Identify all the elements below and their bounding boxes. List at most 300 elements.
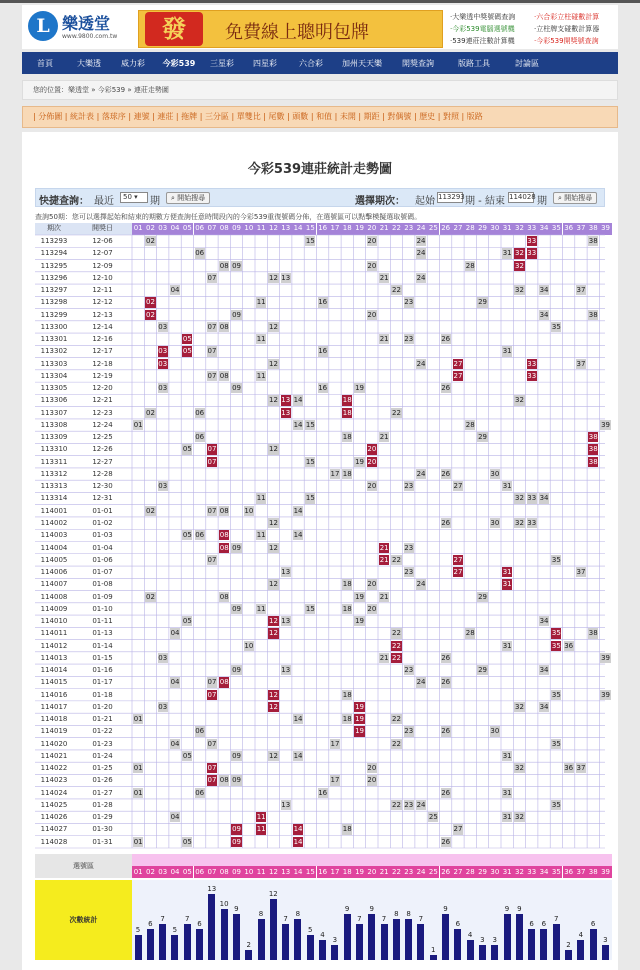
sub-nav-item[interactable]: 版路 bbox=[466, 112, 483, 121]
number-cell: 16 bbox=[318, 347, 328, 356]
repeat-number-cell: 08 bbox=[219, 543, 229, 552]
count-label: 10 bbox=[219, 900, 229, 908]
number-cell: 12 bbox=[268, 273, 278, 282]
repeat-number-cell: 27 bbox=[453, 568, 463, 577]
count-label: 1 bbox=[430, 945, 436, 954]
repeat-number-cell: 03 bbox=[158, 359, 168, 368]
number-cell: 14 bbox=[293, 396, 303, 405]
count-label: 9 bbox=[517, 905, 522, 914]
number-cell: 34 bbox=[539, 702, 549, 711]
row-date: 01-31 bbox=[92, 837, 113, 846]
separator: | bbox=[332, 112, 340, 121]
number-cell: 30 bbox=[490, 518, 500, 527]
col-header-number: 10 bbox=[243, 223, 255, 235]
number-cell: 09 bbox=[232, 666, 241, 675]
header-link[interactable]: ‧今彩539開獎號查詢 bbox=[534, 37, 599, 45]
count-label: 3 bbox=[332, 935, 338, 944]
nav-item[interactable]: 討論區 bbox=[515, 58, 539, 68]
separator: | bbox=[435, 112, 443, 121]
pick-number-button[interactable]: 05 bbox=[182, 868, 192, 876]
count-label: 5 bbox=[135, 925, 141, 934]
row-period: 113302 bbox=[40, 347, 68, 356]
number-cell: 32 bbox=[514, 518, 524, 527]
count-bar bbox=[221, 909, 228, 960]
row-period: 114002 bbox=[40, 518, 68, 527]
separator: | bbox=[33, 112, 39, 121]
number-cell: 23 bbox=[404, 335, 414, 344]
row-period: 113306 bbox=[40, 396, 68, 405]
col-header-number: 30 bbox=[489, 223, 501, 235]
number-cell: 12 bbox=[268, 445, 278, 454]
pick-number-button[interactable]: 19 bbox=[355, 868, 364, 876]
number-cell: 36 bbox=[564, 641, 574, 650]
pick-number-button[interactable]: 25 bbox=[428, 868, 438, 876]
row-date: 12-11 bbox=[92, 286, 113, 295]
pick-number-button[interactable]: 27 bbox=[453, 868, 463, 876]
number-cell: 31 bbox=[502, 641, 512, 650]
number-cell: 21 bbox=[379, 335, 389, 344]
number-cell: 22 bbox=[391, 555, 401, 564]
count-bar bbox=[540, 929, 547, 960]
number-cell: 03 bbox=[158, 482, 168, 491]
number-cell: 26 bbox=[441, 518, 451, 527]
header-link[interactable]: ‧今彩539電腦選號機 bbox=[450, 25, 515, 33]
repeat-number-cell: 27 bbox=[453, 359, 463, 368]
number-cell: 24 bbox=[416, 273, 426, 282]
number-cell: 09 bbox=[232, 310, 241, 319]
number-cell: 09 bbox=[232, 776, 241, 785]
number-cell: 15 bbox=[305, 494, 315, 503]
number-cell: 02 bbox=[145, 408, 155, 417]
repeat-number-cell: 13 bbox=[281, 396, 291, 405]
nav-item[interactable]: 首頁 bbox=[37, 58, 53, 68]
pick-number-button[interactable]: 30 bbox=[490, 868, 500, 876]
number-cell: 14 bbox=[293, 506, 303, 515]
row-date: 01-07 bbox=[92, 568, 113, 577]
number-cell: 20 bbox=[367, 764, 377, 773]
nav-item[interactable]: 六合彩 bbox=[299, 58, 323, 68]
count-label: 7 bbox=[381, 915, 387, 924]
row-period: 114005 bbox=[40, 555, 68, 564]
number-cell: 23 bbox=[404, 298, 414, 307]
repeat-number-cell: 14 bbox=[293, 837, 303, 846]
count-label: 7 bbox=[184, 915, 190, 924]
sub-nav-item[interactable]: 期距 bbox=[363, 112, 380, 121]
repeat-number-cell: 05 bbox=[182, 347, 192, 356]
repeat-number-cell: 18 bbox=[342, 396, 352, 405]
number-cell: 12 bbox=[268, 518, 278, 527]
sub-nav-item[interactable]: 分佈圖 bbox=[38, 112, 63, 121]
col-header-number: 05 bbox=[181, 223, 193, 235]
nav-item[interactable]: 三星彩 bbox=[210, 58, 234, 68]
number-cell: 28 bbox=[465, 629, 475, 638]
separator: | bbox=[458, 112, 467, 121]
number-cell: 15 bbox=[305, 457, 315, 466]
row-period: 113300 bbox=[40, 322, 68, 331]
repeat-number-cell: 11 bbox=[256, 825, 266, 834]
row-period: 113298 bbox=[40, 298, 68, 307]
search-icon: ⌕ bbox=[558, 194, 562, 202]
number-cell: 08 bbox=[219, 261, 229, 270]
banner-text: 免費線上聰明包牌 bbox=[225, 22, 369, 43]
row-date: 01-15 bbox=[92, 653, 113, 662]
separator: | bbox=[260, 112, 269, 121]
count-bar bbox=[171, 935, 178, 961]
col-header-number: 03 bbox=[157, 223, 169, 235]
number-cell: 13 bbox=[281, 666, 291, 675]
count-bar bbox=[491, 945, 498, 960]
number-cell: 03 bbox=[158, 384, 168, 393]
quick-label: 快捷查詢： bbox=[39, 196, 89, 207]
count-bar bbox=[319, 940, 326, 960]
number-cell: 03 bbox=[158, 653, 168, 662]
pick-number-button[interactable]: 04 bbox=[170, 868, 180, 876]
stats-label: 次數統計 bbox=[35, 880, 132, 960]
pick-number-button[interactable]: 03 bbox=[158, 868, 168, 876]
repeat-number-cell: 02 bbox=[145, 298, 155, 307]
pick-number-button[interactable]: 08 bbox=[219, 868, 229, 876]
separator: | bbox=[62, 112, 71, 121]
number-cell: 24 bbox=[416, 249, 426, 258]
row-date: 01-01 bbox=[92, 506, 113, 515]
number-cell: 27 bbox=[453, 482, 463, 491]
number-cell: 01 bbox=[133, 788, 143, 797]
row-period: 114008 bbox=[40, 592, 68, 601]
number-cell: 38 bbox=[588, 310, 598, 319]
sub-nav-item[interactable]: 連號 bbox=[133, 112, 150, 121]
number-cell: 26 bbox=[441, 837, 451, 846]
pick-number-button[interactable]: 13 bbox=[281, 868, 291, 876]
number-cell: 01 bbox=[133, 764, 143, 773]
sub-nav bbox=[22, 106, 618, 128]
number-cell: 05 bbox=[182, 531, 192, 540]
number-cell: 35 bbox=[551, 690, 561, 699]
sub-nav-item[interactable]: 落球序 bbox=[101, 112, 126, 121]
pick-number-button[interactable]: 34 bbox=[539, 868, 549, 876]
col-header-number: 33 bbox=[526, 223, 538, 235]
sub-nav-item[interactable]: 單雙比 bbox=[236, 112, 261, 121]
nav-item[interactable]: 加州天天樂 bbox=[342, 58, 382, 68]
count-bar bbox=[393, 919, 400, 960]
row-date: 12-21 bbox=[92, 396, 113, 405]
number-cell: 31 bbox=[502, 751, 512, 760]
count-label: 3 bbox=[492, 935, 497, 944]
row-date: 12-16 bbox=[92, 335, 113, 344]
pick-number-button[interactable]: 12 bbox=[268, 868, 278, 876]
count-label: 4 bbox=[467, 930, 473, 939]
header-link[interactable]: ‧立柱牌支碰數計算器 bbox=[534, 25, 600, 33]
number-cell: 05 bbox=[182, 751, 192, 760]
number-cell: 25 bbox=[428, 813, 438, 822]
count-label: 8 bbox=[258, 910, 264, 919]
pick-number-button[interactable]: 38 bbox=[588, 868, 598, 876]
repeat-number-cell: 07 bbox=[207, 764, 217, 773]
row-date: 01-30 bbox=[92, 825, 113, 834]
number-cell: 35 bbox=[551, 800, 561, 809]
nav-item[interactable]: 大樂透 bbox=[77, 58, 101, 68]
sub-nav-item[interactable]: 頭數 bbox=[292, 112, 309, 121]
number-cell: 31 bbox=[502, 249, 512, 258]
header-link[interactable]: ‧539連莊注數計算機 bbox=[450, 37, 515, 45]
number-cell: 28 bbox=[465, 420, 475, 429]
number-cell: 39 bbox=[601, 420, 610, 429]
repeat-number-cell: 07 bbox=[207, 690, 217, 699]
pick-number-button[interactable]: 06 bbox=[195, 868, 205, 876]
nav-item[interactable]: 四星彩 bbox=[253, 58, 277, 68]
row-date: 01-24 bbox=[92, 751, 113, 760]
row-period: 114027 bbox=[40, 825, 68, 834]
pick-number-button[interactable]: 17 bbox=[330, 868, 340, 876]
count-label: 3 bbox=[603, 935, 608, 944]
number-cell: 05 bbox=[182, 445, 192, 454]
col-header-number: 25 bbox=[427, 223, 439, 235]
row-date: 12-30 bbox=[92, 482, 113, 491]
number-cell: 04 bbox=[170, 286, 180, 295]
sub-nav-item[interactable]: 統計表 bbox=[70, 112, 95, 121]
number-cell: 23 bbox=[404, 666, 414, 675]
number-cell: 31 bbox=[502, 813, 512, 822]
pick-number-button[interactable]: 35 bbox=[551, 868, 561, 876]
number-cell: 23 bbox=[404, 568, 414, 577]
separator: | bbox=[411, 112, 420, 121]
row-date: 01-06 bbox=[92, 555, 113, 564]
row-period: 114012 bbox=[40, 641, 68, 650]
number-cell: 38 bbox=[588, 237, 598, 245]
col-header-number: 31 bbox=[501, 223, 513, 235]
number-cell: 18 bbox=[342, 469, 352, 478]
ad-banner[interactable] bbox=[138, 10, 443, 48]
pick-number-button[interactable]: 36 bbox=[564, 868, 574, 876]
number-cell: 19 bbox=[355, 617, 364, 626]
pick-number-button[interactable]: 20 bbox=[367, 868, 377, 876]
number-cell: 05 bbox=[182, 617, 192, 626]
number-cell: 07 bbox=[207, 347, 217, 356]
number-cell: 33 bbox=[527, 518, 537, 527]
number-cell: 07 bbox=[207, 506, 217, 515]
count-label: 2 bbox=[566, 940, 571, 949]
number-cell: 23 bbox=[404, 800, 414, 809]
number-cell: 12 bbox=[268, 322, 278, 331]
number-cell: 20 bbox=[367, 604, 377, 613]
number-cell: 22 bbox=[391, 715, 401, 724]
number-cell: 15 bbox=[305, 420, 315, 429]
number-cell: 13 bbox=[281, 273, 291, 282]
sub-nav-item[interactable]: 拖牌 bbox=[181, 112, 198, 121]
pick-number-button[interactable]: 11 bbox=[256, 868, 266, 876]
repeat-number-cell: 03 bbox=[158, 347, 168, 356]
logo-url: www.9800.com.tw bbox=[62, 33, 118, 40]
count-label: 9 bbox=[234, 905, 239, 914]
col-header-number: 39 bbox=[599, 223, 611, 235]
pick-number-button[interactable]: 21 bbox=[379, 868, 389, 876]
nav-item[interactable]: 今彩539 bbox=[162, 58, 196, 68]
row-period: 114013 bbox=[40, 653, 68, 662]
number-cell: 39 bbox=[601, 690, 610, 699]
pick-number-button[interactable]: 28 bbox=[465, 868, 475, 876]
nav-item[interactable]: 威力彩 bbox=[121, 58, 145, 68]
col-header-number: 04 bbox=[169, 223, 181, 235]
number-cell: 02 bbox=[145, 506, 155, 515]
pick-number-button[interactable]: 24 bbox=[416, 868, 426, 876]
logo-name[interactable]: 樂透堂 bbox=[62, 14, 111, 33]
page-title: 今彩539連莊統計走勢圖 bbox=[247, 162, 393, 177]
repeat-number-cell: 19 bbox=[355, 702, 364, 711]
number-cell: 08 bbox=[219, 776, 229, 785]
col-header-number: 08 bbox=[218, 223, 230, 235]
separator: | bbox=[197, 112, 205, 121]
pick-number-button[interactable]: 15 bbox=[305, 868, 315, 876]
col-header-number: 06 bbox=[194, 223, 206, 235]
repeat-number-cell: 38 bbox=[588, 433, 598, 442]
number-cell: 29 bbox=[478, 433, 487, 442]
repeat-number-cell: 19 bbox=[355, 715, 364, 724]
nav-item[interactable]: 開獎查詢 bbox=[402, 58, 434, 68]
number-cell: 15 bbox=[305, 604, 315, 613]
number-cell: 19 bbox=[355, 592, 364, 601]
number-cell: 24 bbox=[416, 678, 426, 687]
pick-number-button[interactable]: 22 bbox=[391, 868, 401, 876]
select-label: 選擇期次： bbox=[355, 196, 405, 207]
number-cell: 18 bbox=[342, 604, 352, 613]
recent-periods-select[interactable]: 50 ▾ bbox=[120, 192, 148, 203]
row-date: 12-13 bbox=[92, 310, 113, 319]
row-date: 01-11 bbox=[92, 617, 113, 626]
pick-number-button[interactable]: 09 bbox=[232, 868, 241, 876]
number-cell: 07 bbox=[207, 322, 217, 331]
row-period: 114026 bbox=[40, 813, 68, 822]
col-header-number: 20 bbox=[366, 223, 378, 235]
row-date: 01-08 bbox=[92, 580, 113, 589]
sub-nav-item[interactable]: 未開 bbox=[339, 112, 356, 121]
header-link[interactable]: ‧大樂透中獎號碼查詢 bbox=[450, 13, 516, 21]
count-bar bbox=[368, 914, 375, 960]
pick-number-button[interactable]: 31 bbox=[502, 868, 512, 876]
pick-number-button[interactable]: 33 bbox=[527, 868, 537, 876]
row-period: 114018 bbox=[40, 715, 68, 724]
pick-number-button[interactable]: 01 bbox=[133, 868, 143, 876]
separator: | bbox=[228, 112, 237, 121]
number-cell: 02 bbox=[145, 237, 155, 245]
count-bar bbox=[479, 945, 486, 960]
pick-number-button[interactable]: 32 bbox=[514, 868, 524, 876]
end-prefix: 期 - 結束 bbox=[465, 196, 505, 207]
pick-number-button[interactable]: 26 bbox=[441, 868, 451, 876]
count-label: 4 bbox=[578, 930, 584, 939]
number-cell: 18 bbox=[342, 580, 352, 589]
col-header-number: 17 bbox=[329, 223, 341, 235]
count-bar bbox=[528, 929, 535, 960]
end-suffix: 期 bbox=[537, 196, 547, 207]
count-label: 7 bbox=[553, 915, 559, 924]
pick-number-button[interactable]: 10 bbox=[244, 868, 254, 876]
search-button-2[interactable]: ⌕ 開始搜尋 bbox=[553, 192, 597, 204]
separator: | bbox=[173, 112, 182, 121]
number-cell: 34 bbox=[539, 617, 549, 626]
pick-number-button[interactable]: 16 bbox=[318, 868, 328, 876]
row-period: 114021 bbox=[40, 751, 68, 760]
search-button[interactable]: ⌕ 開始搜尋 bbox=[166, 192, 210, 204]
number-cell: 13 bbox=[281, 568, 291, 577]
number-cell: 37 bbox=[576, 359, 586, 368]
number-cell: 32 bbox=[514, 764, 524, 773]
number-cell: 31 bbox=[502, 482, 512, 491]
number-cell: 12 bbox=[268, 359, 278, 368]
number-cell: 32 bbox=[514, 396, 524, 405]
number-cell: 01 bbox=[133, 420, 143, 429]
row-date: 01-13 bbox=[92, 629, 113, 638]
number-cell: 04 bbox=[170, 678, 180, 687]
end-period-input[interactable]: 114028 bbox=[509, 193, 536, 201]
count-bar bbox=[553, 924, 560, 960]
pick-number-button[interactable]: 37 bbox=[576, 868, 586, 876]
repeat-number-cell: 38 bbox=[588, 457, 598, 466]
row-date: 01-16 bbox=[92, 666, 113, 675]
sub-nav-item[interactable]: 對偶號 bbox=[387, 112, 412, 121]
col-header-number: 24 bbox=[415, 223, 427, 235]
col-header-number: 29 bbox=[476, 223, 488, 235]
number-cell: 27 bbox=[453, 825, 463, 834]
number-cell: 01 bbox=[133, 715, 143, 724]
count-label: 9 bbox=[504, 905, 510, 914]
repeat-number-cell: 32 bbox=[514, 261, 524, 270]
number-cell: 05 bbox=[182, 837, 192, 846]
row-date: 01-10 bbox=[92, 604, 113, 613]
number-cell: 07 bbox=[207, 678, 217, 687]
pick-number-button[interactable]: 07 bbox=[207, 868, 217, 876]
row-period: 114022 bbox=[40, 764, 68, 773]
nav-item[interactable]: 版路工具 bbox=[458, 58, 490, 68]
count-label: 2 bbox=[246, 940, 251, 949]
row-period: 114028 bbox=[40, 837, 68, 846]
count-bar bbox=[405, 919, 412, 960]
number-cell: 31 bbox=[502, 788, 512, 797]
row-period: 113303 bbox=[40, 359, 68, 368]
number-cell: 22 bbox=[391, 629, 401, 638]
number-cell: 06 bbox=[195, 433, 205, 442]
col-header-date: 開獎日 bbox=[73, 223, 132, 235]
sub-nav-item[interactable]: 連莊 bbox=[157, 112, 174, 121]
count-label: 7 bbox=[418, 915, 424, 924]
sub-nav-item[interactable]: 尾數 bbox=[268, 112, 285, 121]
start-period-input[interactable]: 113293 bbox=[438, 193, 465, 201]
pick-number-button[interactable]: 29 bbox=[478, 868, 487, 876]
sub-nav-item[interactable]: 三分區 bbox=[204, 112, 229, 121]
col-header-number: 37 bbox=[575, 223, 587, 235]
sub-nav-item[interactable]: 對照 bbox=[442, 112, 459, 121]
pick-number-button[interactable]: 39 bbox=[601, 868, 610, 876]
sub-nav-item[interactable]: 和值 bbox=[316, 112, 333, 121]
pick-number-button[interactable]: 23 bbox=[404, 868, 414, 876]
number-cell: 26 bbox=[441, 469, 451, 478]
col-header-number: 19 bbox=[353, 223, 365, 235]
repeat-number-cell: 35 bbox=[551, 629, 561, 638]
repeat-number-cell: 07 bbox=[207, 776, 217, 785]
count-label: 8 bbox=[406, 910, 411, 919]
number-cell: 11 bbox=[256, 604, 266, 613]
number-cell: 24 bbox=[416, 359, 426, 368]
count-bar bbox=[196, 929, 203, 960]
repeat-number-cell: 21 bbox=[379, 543, 389, 552]
pick-number-button[interactable]: 18 bbox=[342, 868, 352, 876]
number-cell: 22 bbox=[391, 408, 401, 417]
pick-number-button[interactable]: 02 bbox=[145, 868, 155, 876]
header-link[interactable]: ‧六合彩立柱碰數計算 bbox=[534, 13, 600, 21]
sub-nav-item[interactable]: 歷史 bbox=[419, 112, 436, 121]
logo-icon[interactable]: L bbox=[28, 11, 58, 41]
pick-number-button[interactable]: 14 bbox=[293, 868, 303, 876]
repeat-number-cell: 05 bbox=[182, 335, 192, 344]
number-cell: 08 bbox=[219, 592, 229, 601]
